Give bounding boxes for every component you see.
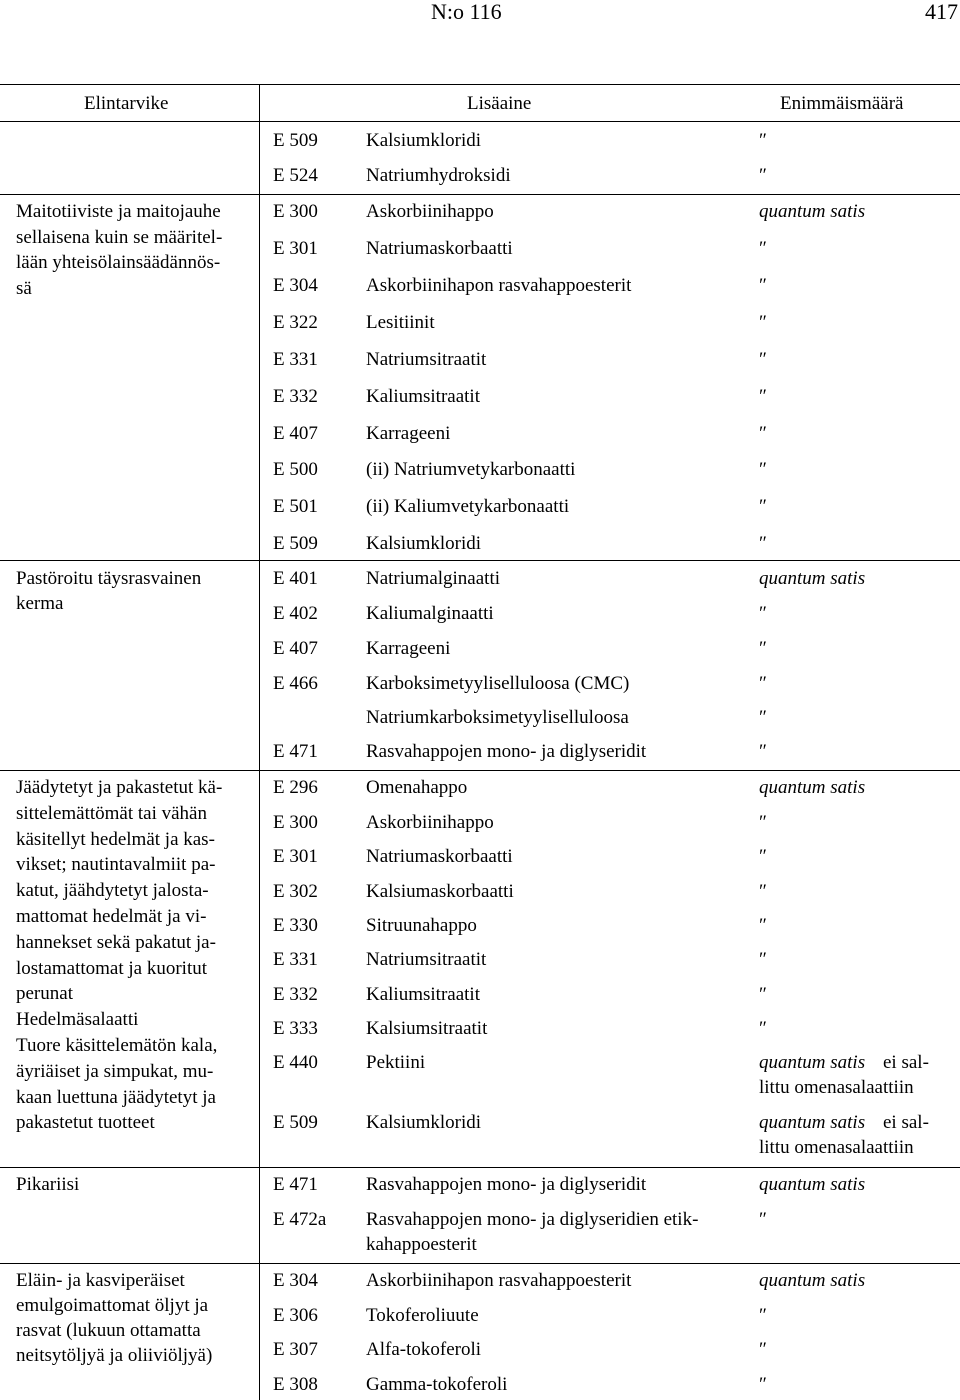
additive-code: E 501 (273, 496, 318, 517)
max-amount: ″ (759, 496, 767, 517)
additive-code: E 331 (273, 349, 318, 370)
additive-name: Natriumkarboksimetyyliselluloosa (366, 707, 629, 728)
additive-name: Natriumsitraatit (366, 349, 487, 370)
max-amount: ″ (759, 846, 767, 867)
food-category-line: lään yhteisölainsäädännös- (16, 252, 221, 273)
additive-name: (ii) Natriumvetykarbonaatti (366, 459, 576, 480)
additive-code: E 301 (273, 846, 318, 867)
max-amount: ″ (759, 533, 767, 554)
additive-code: E 440 (273, 1052, 318, 1073)
max-amount-note: ei sal- (883, 1112, 929, 1133)
max-amount: ″ (759, 386, 767, 407)
additive-code: E 471 (273, 1174, 318, 1195)
group-separator-rule (0, 560, 960, 561)
max-amount: ″ (759, 603, 767, 624)
food-category-line: katut, jäähdytetyt jalosta- (16, 880, 209, 901)
max-amount-note: littu omenasalaattiin (759, 1137, 914, 1158)
food-category-line: rasvat (lukuun ottamatta (16, 1320, 201, 1341)
additive-name: Karboksimetyyliselluloosa (CMC) (366, 673, 630, 694)
additive-name: Askorbiinihappo (366, 201, 494, 222)
additive-code: E 300 (273, 201, 318, 222)
max-amount: ″ (759, 349, 767, 370)
max-amount: ″ (759, 1339, 767, 1360)
additive-name: Kalsiumkloridi (366, 1112, 482, 1133)
food-category-line: sittelemättömät tai vähän (16, 803, 207, 824)
table-top-rule (0, 84, 960, 85)
additive-code: E 407 (273, 638, 318, 659)
additive-code: E 472a (273, 1209, 327, 1230)
max-amount-note: ei sal- (883, 1052, 929, 1073)
additive-code: E 471 (273, 741, 318, 762)
additive-name: Kaliumalginaatti (366, 603, 494, 624)
additive-code: E 402 (273, 603, 318, 624)
additive-name: Natriumalginaatti (366, 568, 501, 589)
additive-code: E 304 (273, 1270, 318, 1291)
additive-code: E 509 (273, 130, 318, 151)
max-amount: ″ (759, 1305, 767, 1326)
column-header-max: Enimmäismäärä (780, 93, 904, 114)
additive-code: E 509 (273, 533, 318, 554)
additive-code: E 308 (273, 1374, 318, 1395)
food-category-line: Pikariisi (16, 1174, 80, 1195)
group-separator-rule (0, 770, 960, 771)
max-amount: ″ (759, 984, 767, 1005)
additive-name: Natriumhydroksidi (366, 165, 511, 186)
food-category-line: Hedelmäsalaatti (16, 1009, 139, 1030)
max-amount: quantum satis (759, 1112, 866, 1133)
column-header-additive: Lisäaine (467, 93, 532, 114)
max-amount: quantum satis (759, 201, 866, 222)
max-amount: ″ (759, 881, 767, 902)
food-category-line: Tuore käsittelemätön kala, (16, 1035, 218, 1056)
food-category-line: Eläin- ja kasviperäiset (16, 1270, 185, 1291)
max-amount: ″ (759, 741, 767, 762)
food-category-line: Maitotiiviste ja maitojauhe (16, 201, 221, 222)
additive-name: Omenahappo (366, 777, 468, 798)
additive-code: E 466 (273, 673, 318, 694)
max-amount: ″ (759, 949, 767, 970)
additive-code: E 332 (273, 984, 318, 1005)
food-category-line: Jäädytetyt ja pakastetut kä- (16, 777, 223, 798)
additive-name: Rasvahappojen mono- ja diglyseridien etik- (366, 1209, 699, 1230)
column-header-food: Elintarvike (84, 93, 169, 114)
group-separator-rule (0, 194, 960, 195)
max-amount: ″ (759, 459, 767, 480)
additive-code: E 300 (273, 812, 318, 833)
food-category-line: hannekset sekä pakatut ja- (16, 932, 216, 953)
additive-name: Kalsiumkloridi (366, 130, 482, 151)
additive-code: E 509 (273, 1112, 318, 1133)
food-category-line: lostamattomat ja kuoritut (16, 958, 208, 979)
additive-code: E 333 (273, 1018, 318, 1039)
additive-code: E 296 (273, 777, 318, 798)
additive-name: Kaliumsitraatit (366, 984, 480, 1005)
additive-name: Alfa-tokoferoli (366, 1339, 482, 1360)
additive-code: E 524 (273, 165, 318, 186)
food-category-line: Pastöroitu täysrasvainen (16, 568, 202, 589)
additive-code: E 307 (273, 1339, 318, 1360)
additive-code: E 331 (273, 949, 318, 970)
food-category-line: kaan luettuna jäädytetyt ja (16, 1087, 216, 1108)
food-category-line: neitsytöljyä ja oliiviöljyä) (16, 1345, 213, 1366)
max-amount: ″ (759, 1018, 767, 1039)
max-amount: ″ (759, 638, 767, 659)
additive-name: Pektiini (366, 1052, 426, 1073)
group-separator-rule (0, 1263, 960, 1264)
max-amount: ″ (759, 1374, 767, 1395)
max-amount: ″ (759, 707, 767, 728)
additive-name: Askorbiinihappo (366, 812, 494, 833)
max-amount-note: littu omenasalaattiin (759, 1077, 914, 1098)
food-category-line: äyriäiset ja simpukat, mu- (16, 1061, 214, 1082)
food-category-line: sellaisena kuin se määritel- (16, 227, 223, 248)
max-amount: ″ (759, 423, 767, 444)
max-amount: ″ (759, 673, 767, 694)
food-category-line: käsitellyt hedelmät ja kas- (16, 829, 215, 850)
additive-name: Askorbiinihapon rasvahappoesterit (366, 275, 632, 296)
additive-code: E 500 (273, 459, 318, 480)
additive-code: E 407 (273, 423, 318, 444)
additive-code: E 322 (273, 312, 318, 333)
max-amount: ″ (759, 312, 767, 333)
food-category-line: sä (16, 278, 32, 299)
additive-name: Sitruunahappo (366, 915, 477, 936)
additive-code: E 332 (273, 386, 318, 407)
additive-name: Natriumaskorbaatti (366, 846, 513, 867)
food-category-line: kerma (16, 593, 64, 614)
additive-name: kahappoesterit (366, 1234, 477, 1255)
additive-name: Lesitiinit (366, 312, 435, 333)
additive-name: Kalsiumaskorbaatti (366, 881, 514, 902)
additive-code: E 330 (273, 915, 318, 936)
max-amount: quantum satis (759, 568, 866, 589)
additive-code: E 302 (273, 881, 318, 902)
max-amount: ″ (759, 915, 767, 936)
additive-name: Natriumsitraatit (366, 949, 487, 970)
additive-name: Karrageeni (366, 423, 451, 444)
additive-name: Kaliumsitraatit (366, 386, 480, 407)
max-amount: quantum satis (759, 1270, 866, 1291)
food-category-line: perunat (16, 983, 73, 1004)
max-amount: ″ (759, 130, 767, 151)
max-amount: quantum satis (759, 1174, 866, 1195)
additive-code: E 401 (273, 568, 318, 589)
group-separator-rule (0, 1167, 960, 1168)
food-category-line: pakastetut tuotteet (16, 1112, 155, 1133)
additive-code: E 301 (273, 238, 318, 259)
additive-name: Kalsiumkloridi (366, 533, 482, 554)
additive-name: Rasvahappojen mono- ja diglyseridit (366, 741, 647, 762)
header-bottom-rule (0, 121, 960, 122)
max-amount: ″ (759, 812, 767, 833)
max-amount: quantum satis (759, 777, 866, 798)
column-divider (259, 84, 260, 1400)
page-number-issue: N:o 116 (431, 0, 502, 24)
max-amount: ″ (759, 275, 767, 296)
additive-code: E 306 (273, 1305, 318, 1326)
max-amount: quantum satis (759, 1052, 866, 1073)
additive-name: Gamma-tokoferoli (366, 1374, 508, 1395)
food-category-line: vikset; nautintavalmiit pa- (16, 854, 216, 875)
food-category-line: mattomat hedelmät ja vi- (16, 906, 207, 927)
additive-name: Karrageeni (366, 638, 451, 659)
max-amount: ″ (759, 238, 767, 259)
additive-name: Natriumaskorbaatti (366, 238, 513, 259)
max-amount: ″ (759, 165, 767, 186)
page-number: 417 (925, 0, 958, 24)
additive-code: E 304 (273, 275, 318, 296)
additive-name: (ii) Kaliumvetykarbonaatti (366, 496, 570, 517)
additive-name: Rasvahappojen mono- ja diglyseridit (366, 1174, 647, 1195)
additive-name: Tokoferoliuute (366, 1305, 479, 1326)
max-amount: ″ (759, 1209, 767, 1230)
additive-name: Kalsiumsitraatit (366, 1018, 488, 1039)
food-category-line: emulgoimattomat öljyt ja (16, 1295, 209, 1316)
additive-name: Askorbiinihapon rasvahappoesterit (366, 1270, 632, 1291)
